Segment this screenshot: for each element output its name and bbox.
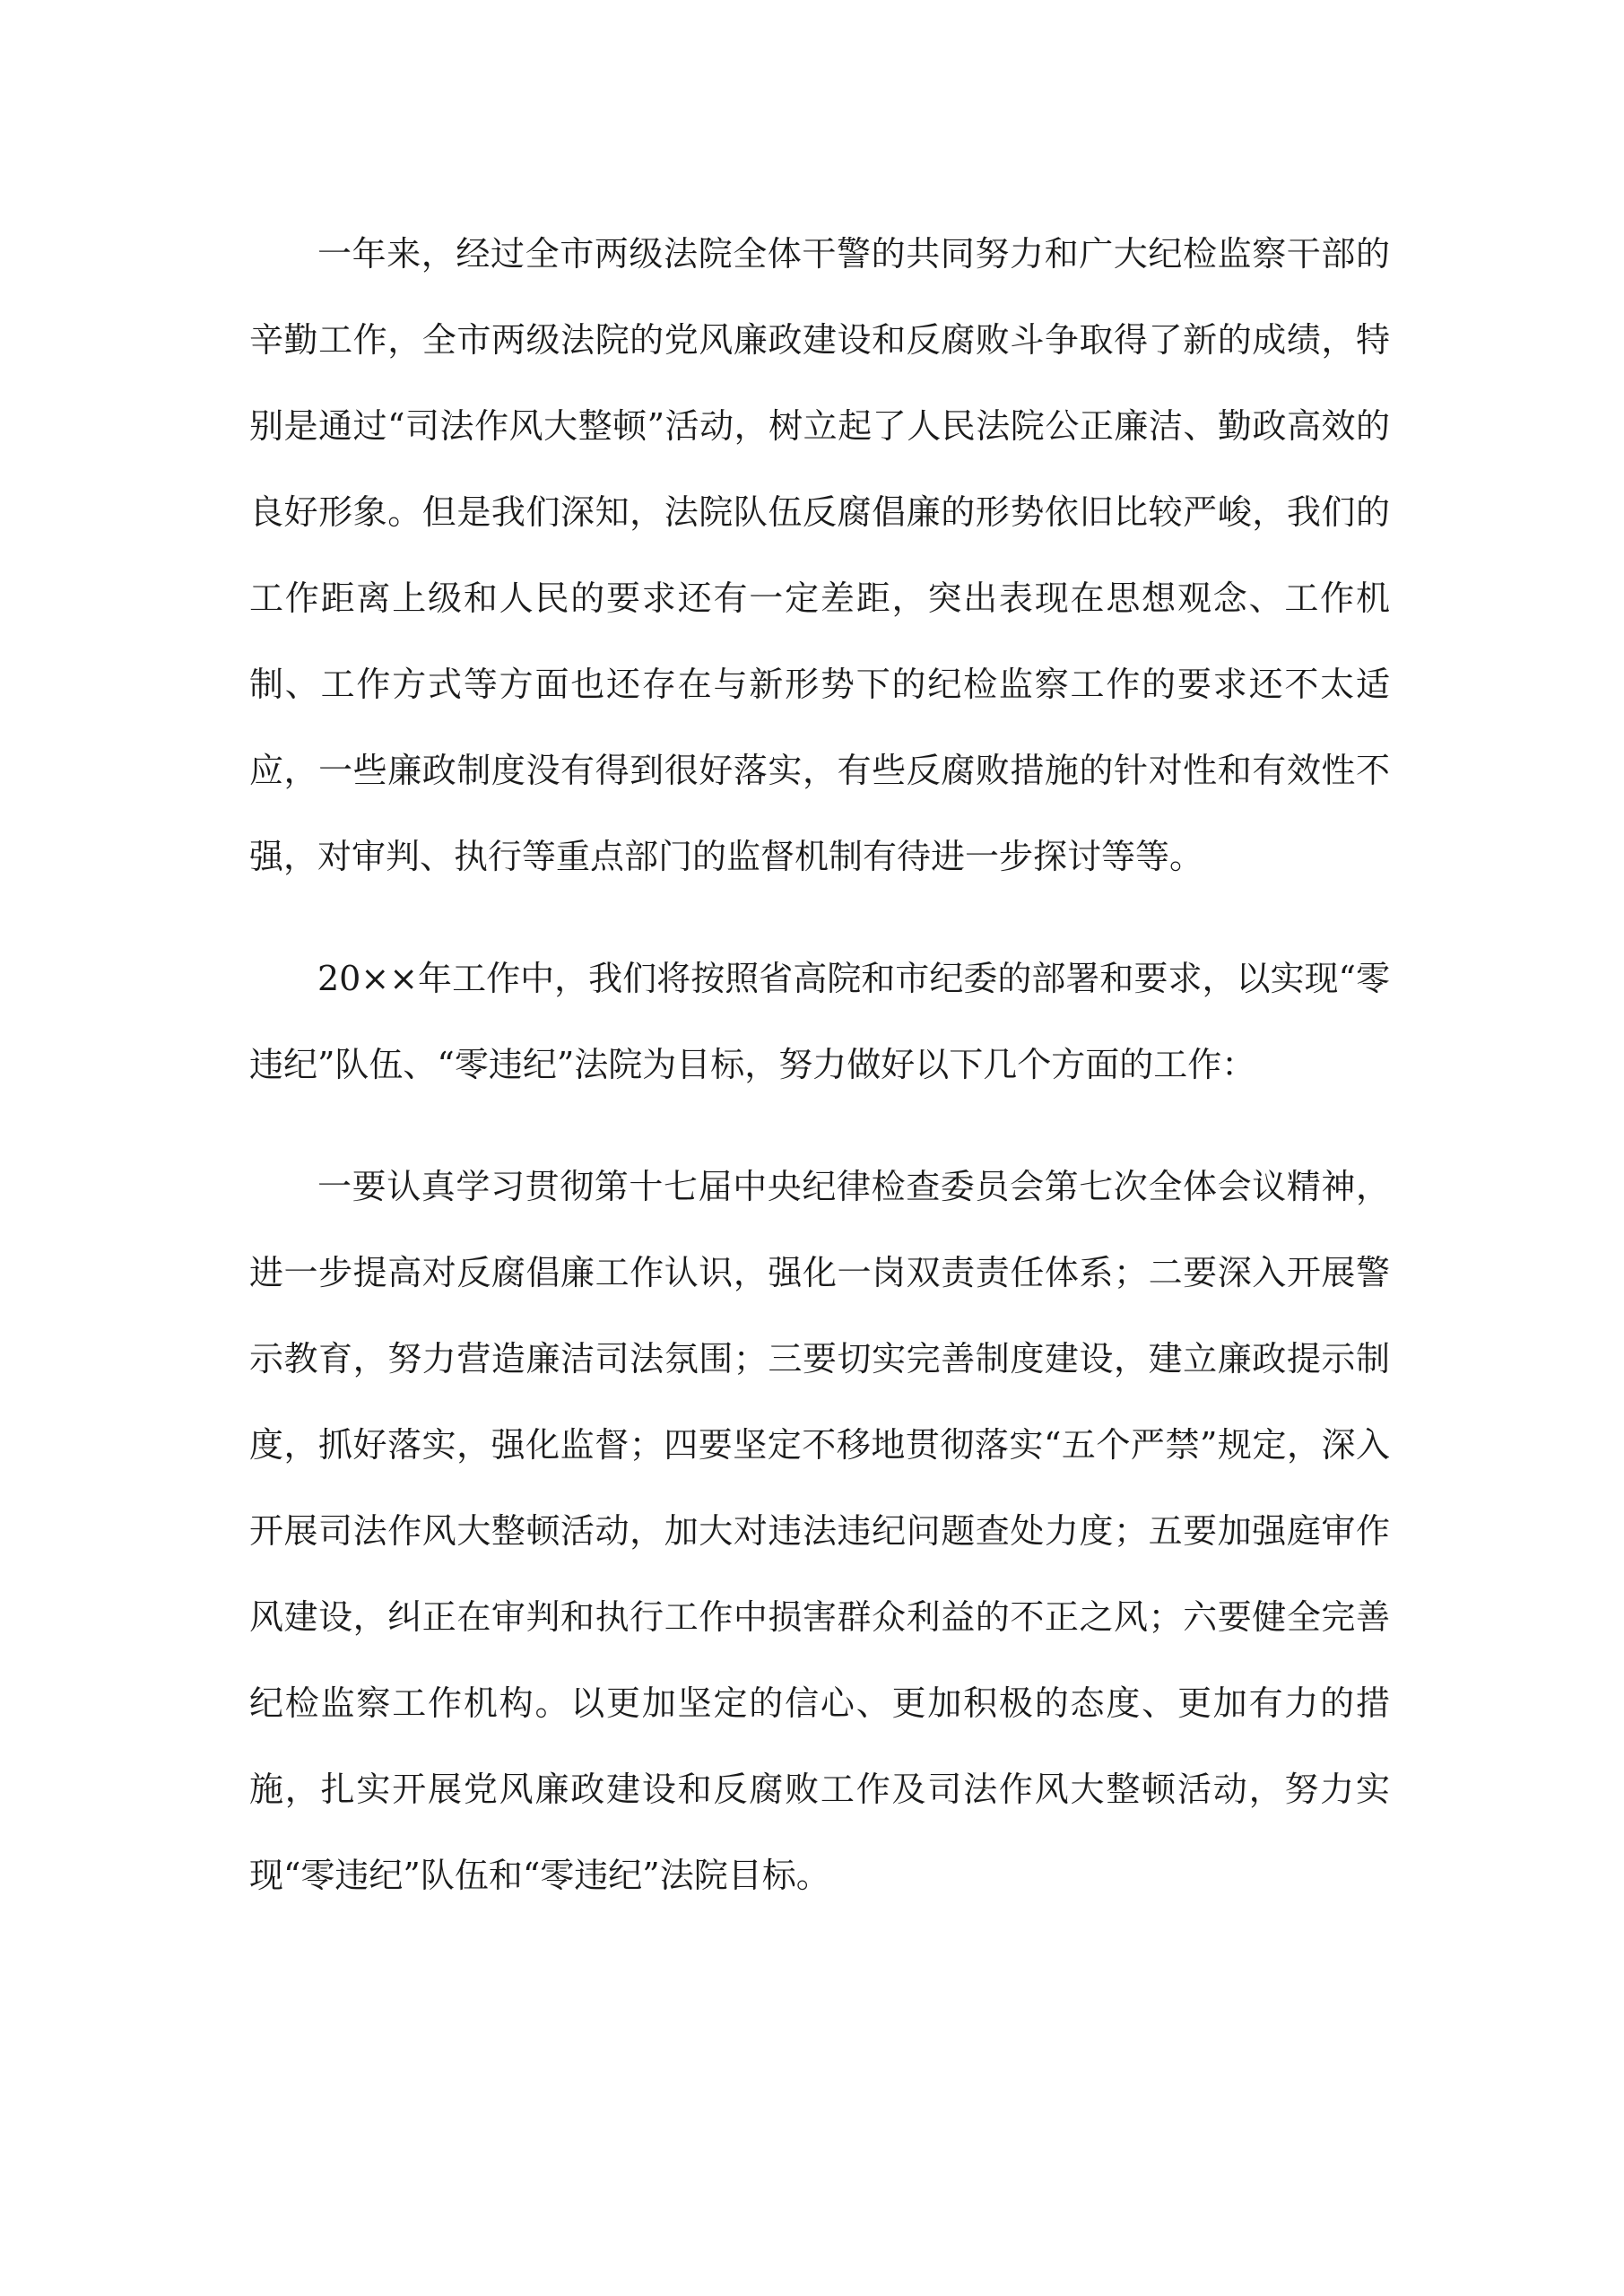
paragraph-goals-intro: 20××年工作中，我们将按照省高院和市纪委的部署和要求，以实现“零违纪”队伍、“零违纪”法院为目标，努力做好以下几个方面的工作： bbox=[249, 959, 1390, 1084]
paragraph-summary: 一年来，经过全市两级法院全体干警的共同努力和广大纪检监察干部的辛勤工作，全市两级法院的党风廉政建设和反腐败斗争取得了新的成绩，特别是通过“司法作风大整顿”活动，树立起了人民法院公正廉洁、勤政高效的良好形象。但是我们深知，法院队伍反腐倡廉的形势依旧比较严峻，我们的工作距离上级和人民的要求还有一定差距，突出表现在思想观念、工作机制、工作方式等方面也还存在与新形势下的纪检监察工作的要求还不太适应，一些廉政制度没有得到很好落实，有些反腐败措施的针对性和有效性不强，对审判、执行等重点部门的监督机制有待进一步探讨等等。 bbox=[249, 234, 1390, 876]
document-body bbox=[249, 211, 1390, 1918]
paragraph-work-plan: 一要认真学习贯彻第十七届中央纪律检查委员会第七次全体会议精神，进一步提高对反腐倡廉工作认识，强化一岗双责责任体系；二要深入开展警示教育，努力营造廉洁司法氛围；三要切实完善制度建设，建立廉政提示制度，抓好落实，强化监督；四要坚定不移地贯彻落实“五个严禁”规定，深入开展司法作风大整顿活动，加大对违法违纪问题查处力度；五要加强庭审作风建设，纠正在审判和执行工作中损害群众利益的不正之风；六要健全完善纪检监察工作机构。以更加坚定的信心、更加积极的态度、更加有力的措施，扎实开展党风廉政建设和反腐败工作及司法作风大整顿活动，努力实现“零违纪”队伍和“零违纪”法院目标。 bbox=[249, 1167, 1390, 1895]
